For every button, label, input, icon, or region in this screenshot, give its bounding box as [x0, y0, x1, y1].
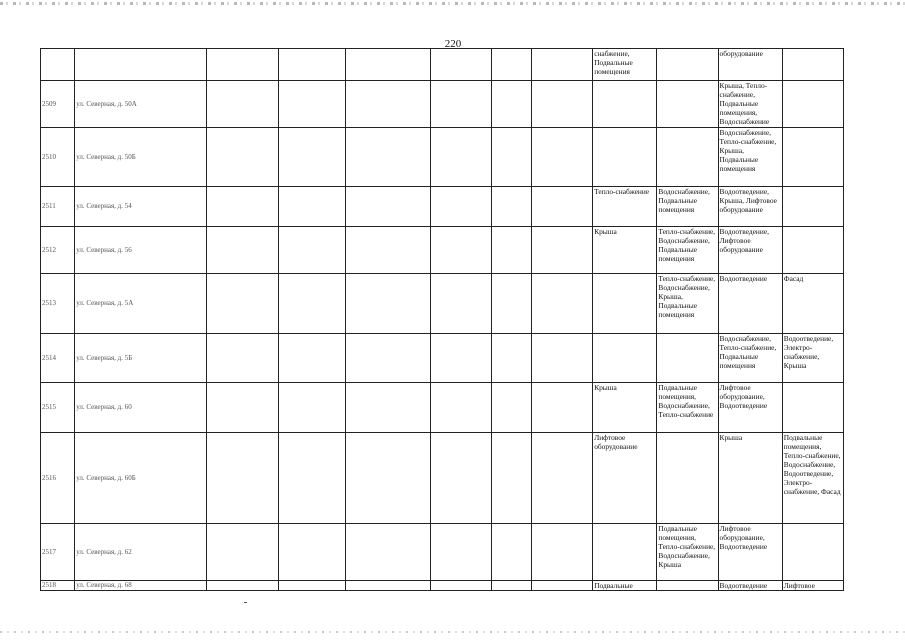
table-row	[41, 128, 844, 187]
cell-addr	[75, 49, 207, 81]
cell-works-3: Водоотведение	[718, 274, 782, 334]
row-number: 2511	[41, 187, 75, 227]
row-number: 2510	[41, 128, 75, 187]
row-address: ул. Северная, д. 60	[75, 383, 207, 433]
cell-works-1	[593, 334, 657, 383]
cell-works-2	[657, 433, 718, 524]
cell-works-4	[782, 187, 843, 227]
cell-works-2	[657, 49, 718, 81]
row-number: 2509	[41, 81, 75, 128]
cell-works-4	[782, 81, 843, 128]
row-address: ул. Северная, д. 5А	[75, 274, 207, 334]
table-row	[41, 383, 844, 433]
cell-works-2: Подвальные помещения, Тепло-снабжение, Водоснабжение, Крыша	[657, 524, 718, 581]
row-address: ул. Северная, д. 50Б	[75, 128, 207, 187]
cell-works-3: Водоотведение	[718, 581, 782, 591]
cell-works-3: Водоотведение, Крыша, Лифтовое оборудование	[718, 187, 782, 227]
scan-edge-bottom	[0, 631, 905, 633]
row-number: 2516	[41, 433, 75, 524]
cell-works-1: Лифтовое оборудование	[593, 433, 657, 524]
cell-works-2: Подвальные помещения, Водоснабжение, Тепло-снабжение	[657, 383, 718, 433]
cell-works-3: Водоотведение, Лифтовое оборудование	[718, 227, 782, 274]
cell-works-4: Фасад	[782, 274, 843, 334]
cell-works-4	[782, 128, 843, 187]
scan-speck	[244, 602, 247, 603]
cell-works-3: Лифтовое оборудование, Водоотведение	[718, 383, 782, 433]
repair-schedule-table	[40, 48, 844, 591]
cell-works-4	[782, 524, 843, 581]
row-address: ул. Северная, д. 5Б	[75, 334, 207, 383]
row-number: 2512	[41, 227, 75, 274]
row-number: 2515	[41, 383, 75, 433]
cell-works-1	[593, 524, 657, 581]
cell-works-3: Крыша	[718, 433, 782, 524]
row-number: 2517	[41, 524, 75, 581]
cell-works-2	[657, 334, 718, 383]
cell-works-1: Тепло-снабжение	[593, 187, 657, 227]
cell-works-2	[657, 128, 718, 187]
cell-works-4: Лифтовое	[782, 581, 843, 591]
row-address: ул. Северная, д. 68	[75, 581, 207, 591]
table-row	[41, 227, 844, 274]
table-row	[41, 524, 844, 581]
cell-works-3: Водоснабжение, Тепло-снабжение, Крыша, Подвальные помещения	[718, 128, 782, 187]
cell-works-1: Крыша	[593, 227, 657, 274]
cell-works-2: Тепло-снабжение, Водоснабжение, Подвальные помещения	[657, 227, 718, 274]
cell-works-4: Водоотведение, Электро-снабжение, Крыша	[782, 334, 843, 383]
table-row	[41, 81, 844, 128]
cell-works-2: Водоснабжение, Подвальные помещения	[657, 187, 718, 227]
row-number: 2518	[41, 581, 75, 591]
table-row	[41, 581, 844, 591]
cell-works-1: Крыша	[593, 383, 657, 433]
cell-works-1	[593, 128, 657, 187]
table-row	[41, 433, 844, 524]
cell-works-4	[782, 49, 843, 81]
cell-works-3: оборудование	[718, 49, 782, 81]
cell-num	[41, 49, 75, 81]
continuation-row	[41, 49, 844, 81]
row-address: ул. Северная, д. 56	[75, 227, 207, 274]
cell-works-4	[782, 383, 843, 433]
table-row	[41, 274, 844, 334]
cell-works-4	[782, 227, 843, 274]
cell-works-1	[593, 274, 657, 334]
cell-works-4: Подвальные помещения, Тепло-снабжение, Водоснабжение, Водоотведение, Электро-снабжение, Фасад	[782, 433, 843, 524]
row-address: ул. Северная, д. 54	[75, 187, 207, 227]
cell-works-3: Крыша, Тепло-снабжение, Подвальные помещения, Водоснабжение	[718, 81, 782, 128]
row-address: ул. Северная, д. 50А	[75, 81, 207, 128]
page-number: 220	[444, 38, 462, 50]
row-address: ул. Северная, д. 60Б	[75, 433, 207, 524]
cell-works-3: Водоснабжение, Тепло-снабжение, Подвальные помещения	[718, 334, 782, 383]
cell-works-2	[657, 581, 718, 591]
cell-works-1: Подвальные	[593, 581, 657, 591]
table-row	[41, 334, 844, 383]
row-number: 2513	[41, 274, 75, 334]
row-address: ул. Северная, д. 62	[75, 524, 207, 581]
cell-works-3: Лифтовое оборудование, Водоотведение	[718, 524, 782, 581]
cell-works-1	[593, 81, 657, 128]
table-row	[41, 187, 844, 227]
row-number: 2514	[41, 334, 75, 383]
cell-works-1: снабжение, Подвальные помещения	[593, 49, 657, 81]
cell-works-2	[657, 81, 718, 128]
scan-edge-top	[0, 2, 905, 5]
cell-works-2: Тепло-снабжение, Водоснабжение, Крыша, Подвальные помещения	[657, 274, 718, 334]
